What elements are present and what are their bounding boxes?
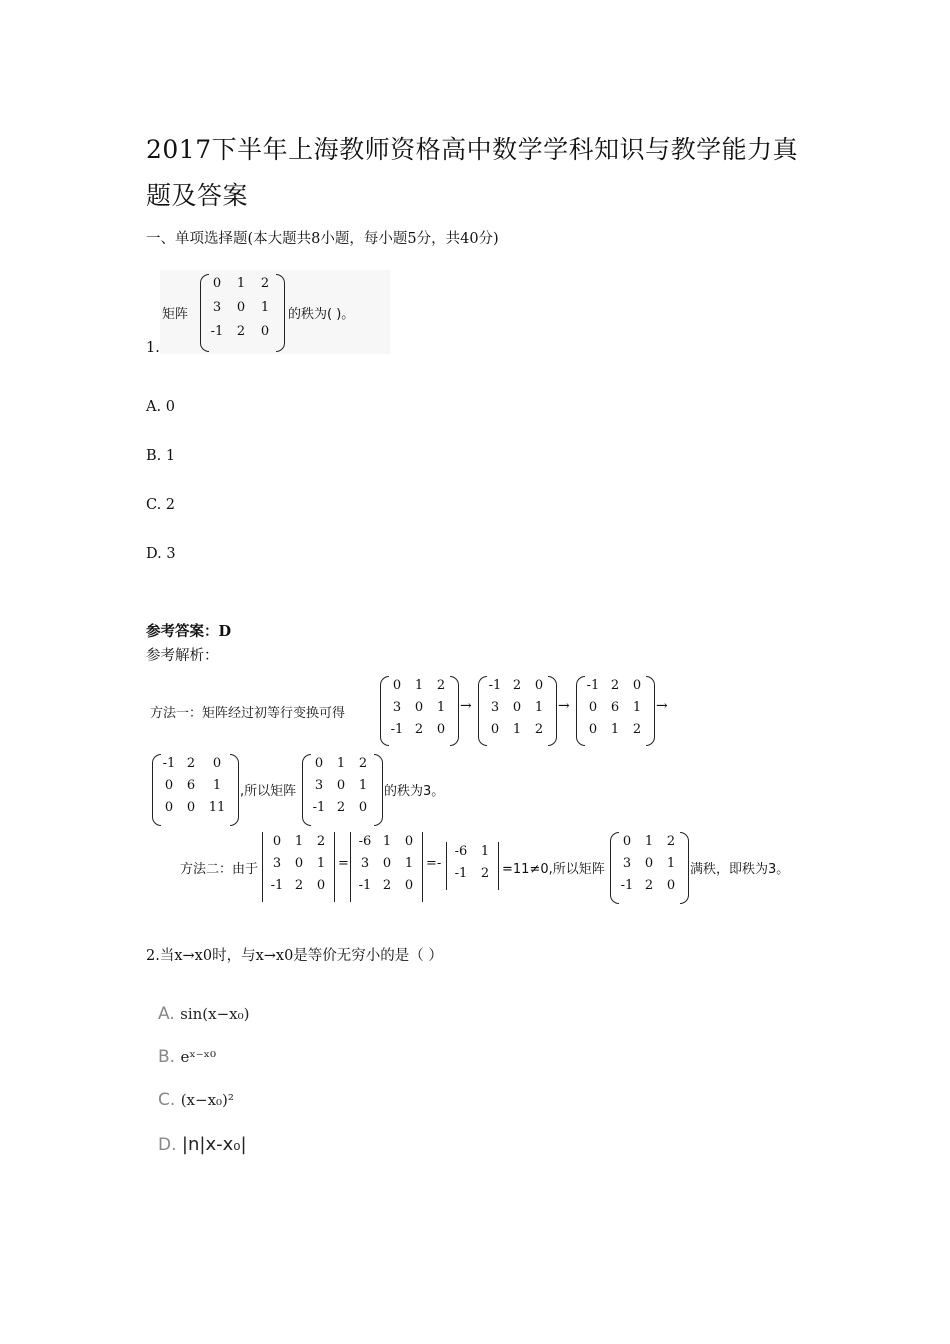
paren bbox=[230, 754, 239, 826]
q1-option-d: D. 3 bbox=[146, 546, 176, 562]
option-letter: D. bbox=[158, 1135, 177, 1155]
option-letter: C. bbox=[158, 1090, 176, 1110]
option-expr: sin(x−x₀) bbox=[180, 1005, 250, 1023]
det-bar bbox=[350, 832, 351, 902]
q1-suffix: 的秩为( )。 bbox=[288, 307, 355, 322]
q2-option-b bbox=[158, 1047, 216, 1067]
q1-number: 1. bbox=[146, 340, 160, 356]
det-bar bbox=[422, 832, 423, 902]
q2-option-d bbox=[158, 1134, 247, 1155]
arrow: → bbox=[460, 698, 472, 714]
q1-answer: 参考答案：D bbox=[146, 623, 232, 640]
det-bar bbox=[262, 832, 263, 902]
arrow: → bbox=[656, 698, 668, 714]
method2-label: 方法二：由于 bbox=[180, 862, 259, 877]
q1-option-a: A. 0 bbox=[146, 399, 175, 415]
paren bbox=[680, 832, 689, 904]
q1-option-c: C. 2 bbox=[146, 497, 176, 513]
q1-analysis-image: 方法一：矩阵经过初等行变换可得 0 1 2 3 0 1 -1 2 0 → -1 2 0 3 0 1 0 1 2 → -1 2 0 0 6 1 0 1 2 → -1 2 0 0 6 1 0 0 11 ,所以矩阵 0 1 2 3 0 1 -1 2 0 的秩为3。 方法二：由于 0 1 2 3 0 1 -1 2 0 = -6 1 0 3 0 1 -1 2 0 =- -6 1 -1 2 =11≠0,所以矩阵 0 1 2 3 0 1 -1 2 0 满秩，即秩为3。 bbox=[146, 668, 802, 908]
q2-option-a bbox=[158, 1004, 250, 1024]
q2-stem: 2.当x→x0时，与x→x0是等价无穷小的是（ ） bbox=[146, 948, 443, 964]
eq-neg: =- bbox=[426, 856, 442, 871]
eq-result: =11≠0,所以矩阵 bbox=[502, 862, 605, 877]
option-expr: eˣ⁻ˣ⁰ bbox=[180, 1048, 217, 1066]
option-expr: (x−x₀)² bbox=[180, 1091, 234, 1109]
right-paren bbox=[276, 274, 285, 352]
option-letter: B. bbox=[158, 1047, 176, 1067]
doc-title-line2: 题及答案 bbox=[146, 181, 249, 210]
paren bbox=[450, 676, 459, 746]
m2-conclusion: 满秩，即秩为3。 bbox=[690, 862, 790, 877]
q1-analysis-label: 参考解析： bbox=[146, 648, 219, 664]
option-expr: |n|x-x₀| bbox=[181, 1134, 247, 1155]
det-bar bbox=[446, 842, 447, 890]
eq-equals: = bbox=[338, 856, 349, 871]
q1-option-b: B. 1 bbox=[146, 448, 176, 464]
doc-title-line1: 2017下半年上海教师资格高中数学学科知识与教学能力真 bbox=[146, 135, 799, 164]
q1-prefix: 矩阵 bbox=[162, 307, 189, 322]
m1-conclusion-b: 的秩为3。 bbox=[384, 784, 445, 799]
q2-option-c bbox=[158, 1090, 234, 1110]
m1-conclusion-a: ,所以矩阵 bbox=[240, 784, 297, 799]
section-heading: 一、单项选择题(本大题共8小题，每小题5分，共40分) bbox=[146, 231, 499, 247]
det-bar bbox=[498, 842, 499, 890]
paren bbox=[646, 676, 655, 746]
arrow: → bbox=[558, 698, 570, 714]
option-letter: A. bbox=[158, 1004, 175, 1024]
paren bbox=[374, 754, 383, 826]
q1-stem-image: 矩阵 0 1 2 3 0 1 -1 2 0 的秩为( )。 bbox=[160, 270, 390, 354]
paren bbox=[548, 676, 557, 746]
det-bar bbox=[334, 832, 335, 902]
method1-label: 方法一：矩阵经过初等行变换可得 bbox=[150, 706, 346, 721]
